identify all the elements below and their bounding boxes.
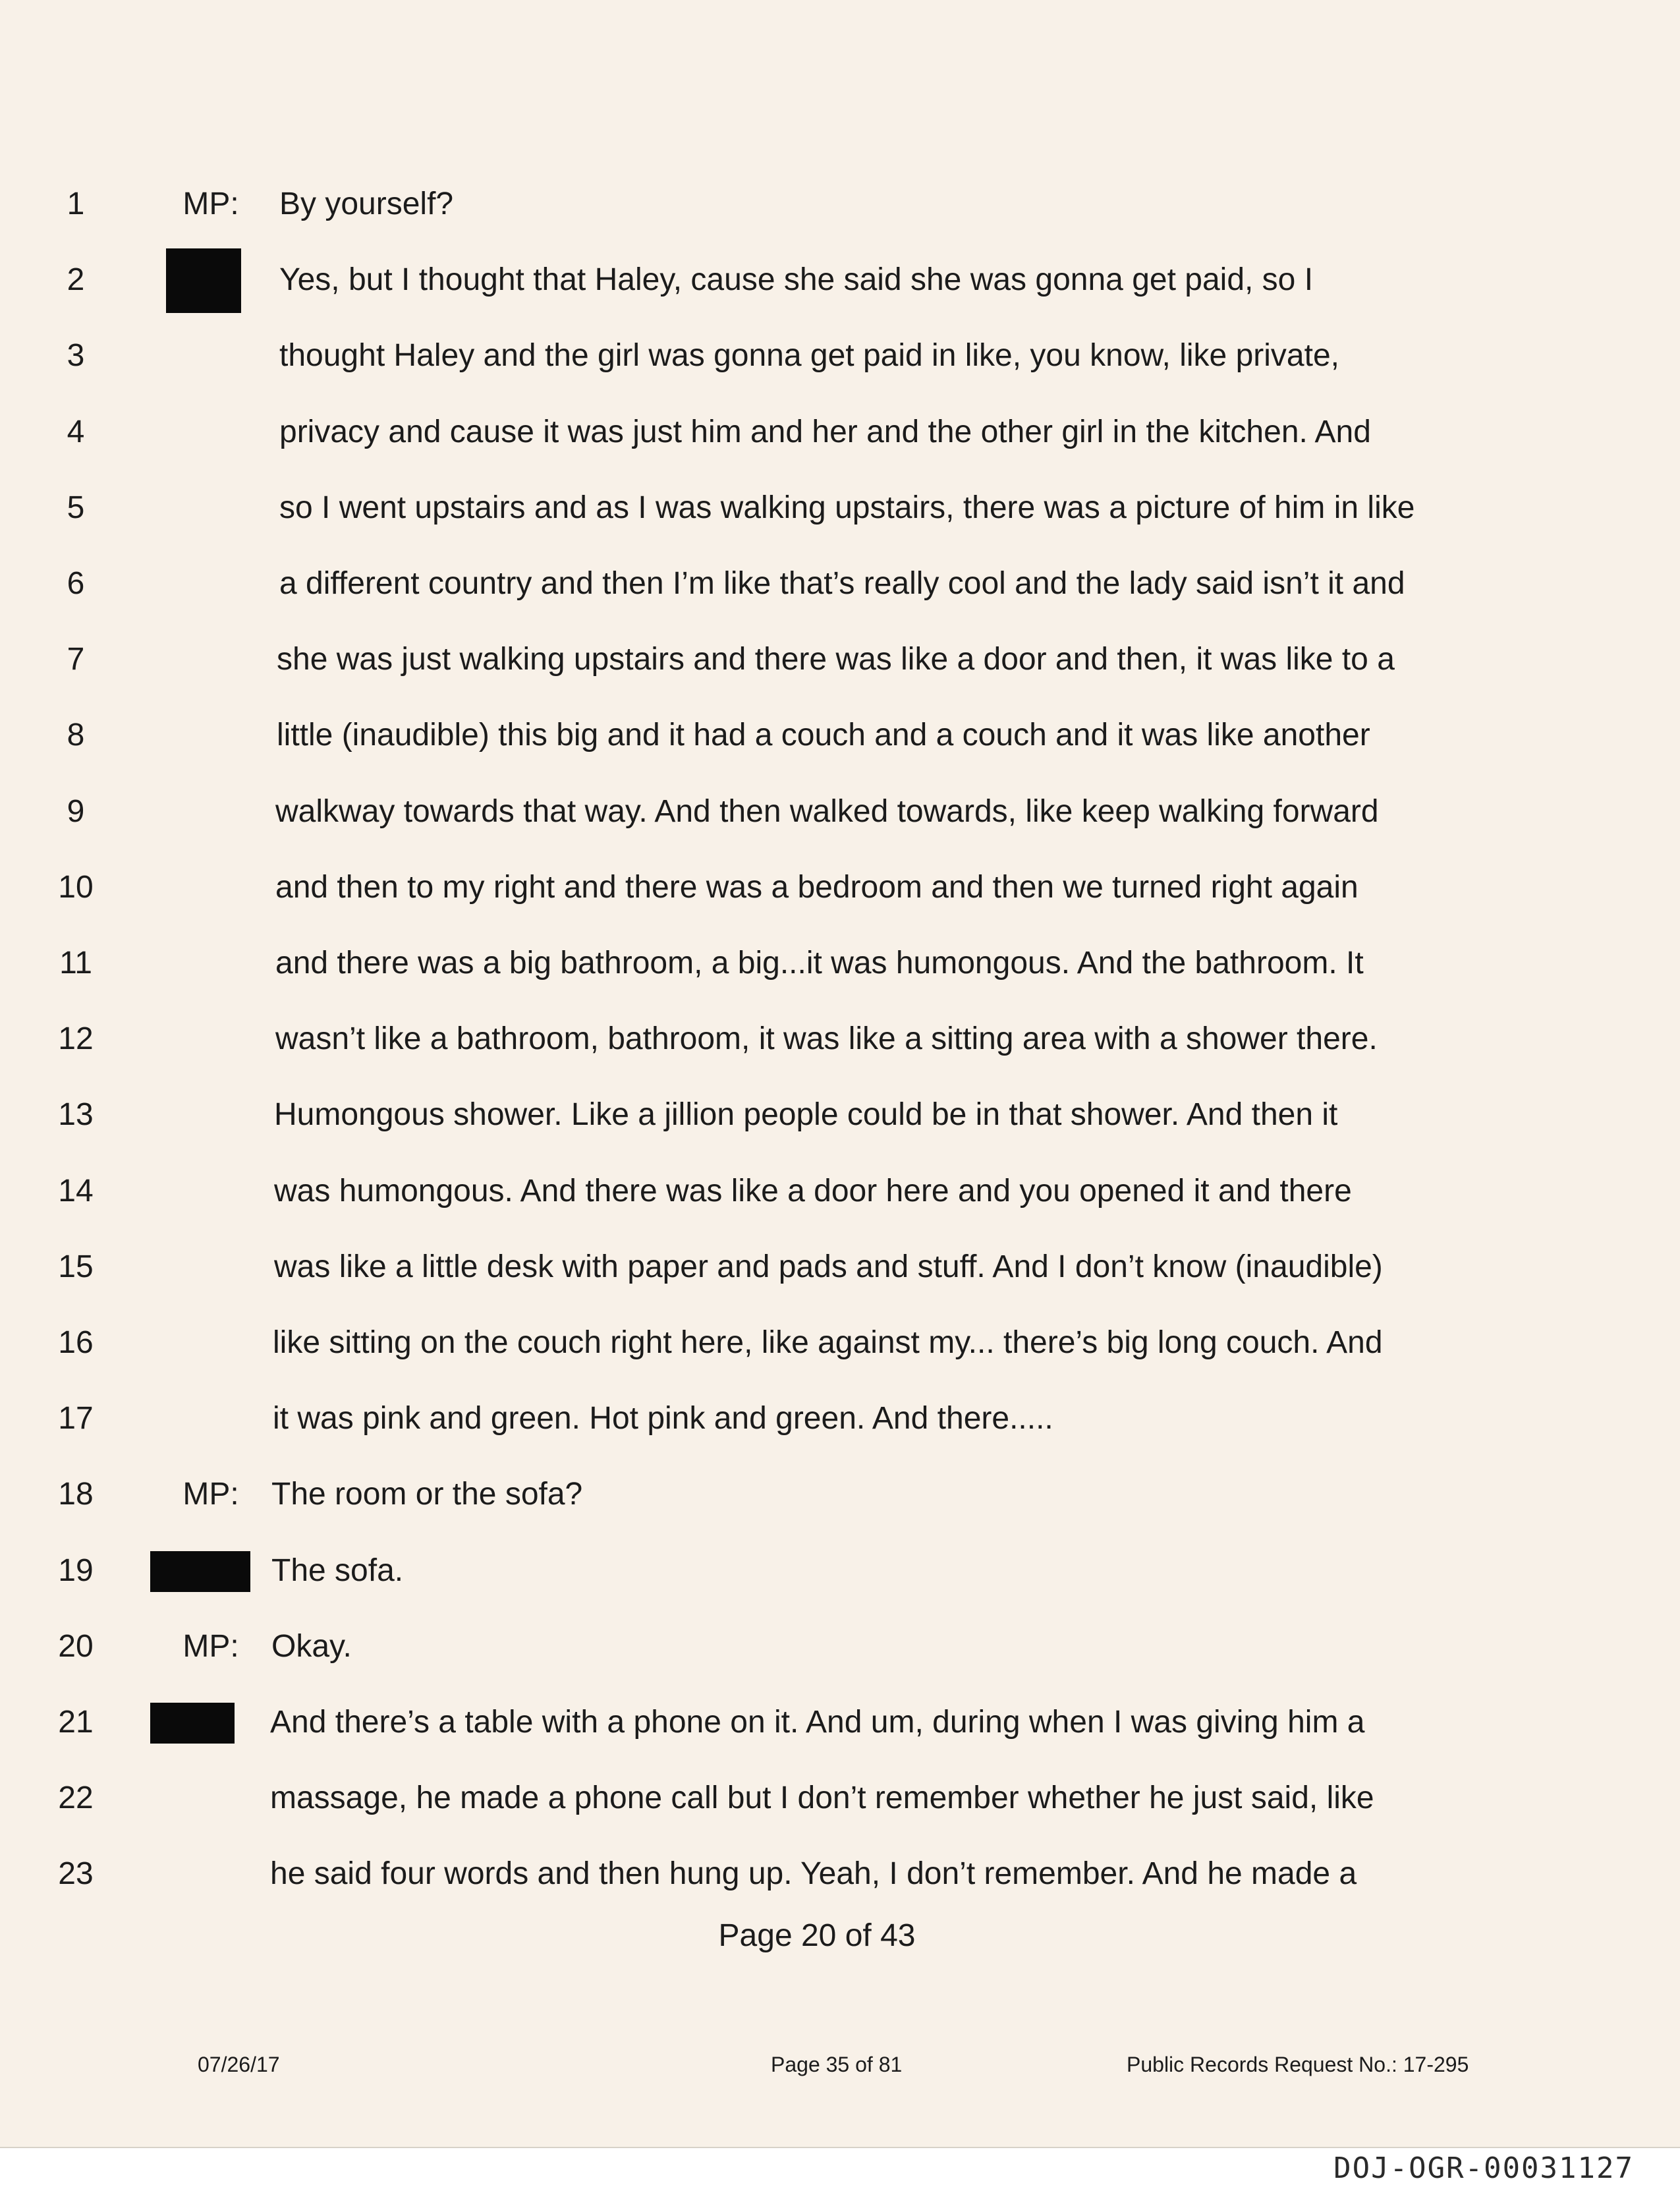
line-text: it was pink and green. Hot pink and green. And there..... (273, 1401, 1053, 1436)
transcript-line (0, 178, 1680, 231)
line-text: she was just walking upstairs and there was like a door and then, it was like to a (277, 642, 1395, 677)
transcript-line (0, 861, 1680, 914)
line-number: 9 (67, 793, 85, 829)
transcript-line (0, 1848, 1680, 1900)
transcript-line (0, 1545, 1680, 1597)
line-text: The room or the sofa? (271, 1477, 583, 1512)
line-text: so I went upstairs and as I was walking upstairs, there was a picture of him in like (279, 490, 1415, 525)
line-number: 2 (67, 262, 85, 298)
footer-page: Page 35 of 81 (771, 2053, 903, 2076)
line-number: 16 (58, 1325, 94, 1360)
transcript-line (0, 482, 1680, 534)
bates-number: DOJ-OGR-00031127 (1333, 2151, 1634, 2185)
line-number: 17 (58, 1401, 94, 1436)
line-number: 10 (58, 869, 94, 905)
transcript-line (0, 1620, 1680, 1673)
transcript-line (0, 1165, 1680, 1218)
line-text: Humongous shower. Like a jillion people could be in that shower. And then it (274, 1097, 1338, 1133)
line-text: walkway towards that way. And then walked towards, like keep walking forward (275, 793, 1379, 829)
line-text: privacy and cause it was just him and her and the other girl in the kitchen. And (279, 414, 1371, 449)
transcript-line (0, 1468, 1680, 1521)
line-number: 5 (67, 490, 85, 525)
line-text: a different country and then I’m like that’s really cool and the lady said isn’t it and (279, 566, 1405, 601)
transcript-line (0, 937, 1680, 990)
line-number: 3 (67, 338, 85, 374)
line-number: 14 (58, 1173, 94, 1208)
line-number: 11 (59, 946, 92, 981)
line-text: was like a little desk with paper and pads and stuff. And I don’t know (inaudible) (274, 1249, 1383, 1284)
line-text: By yourself? (279, 186, 454, 221)
line-number: 1 (67, 186, 85, 221)
transcript-line (0, 1317, 1680, 1369)
line-number: 20 (58, 1628, 94, 1664)
line-text: thought Haley and the girl was gonna get paid in like, you know, like private, (279, 338, 1339, 374)
line-number: 18 (58, 1477, 94, 1512)
line-text: massage, he made a phone call but I don’t remember whether he just said, like (270, 1780, 1374, 1816)
line-text: The sofa. (271, 1552, 404, 1588)
line-text: and then to my right and there was a bedroom and then we turned right again (275, 869, 1358, 905)
line-number: 15 (58, 1249, 94, 1284)
line-text: he said four words and then hung up. Yeah, I don’t remember. And he made a (270, 1856, 1357, 1892)
transcript-line (0, 1772, 1680, 1825)
footer-date: 07/26/17 (198, 2053, 280, 2076)
transcript-line (0, 785, 1680, 838)
line-text: And there’s a table with a phone on it. And um, during when I was giving him a (270, 1705, 1365, 1740)
transcript-line (0, 633, 1680, 686)
line-number: 4 (67, 414, 85, 449)
transcript-line (0, 406, 1680, 459)
footer-request: Public Records Request No.: 17-295 (1127, 2053, 1469, 2076)
transcript-line (0, 1696, 1680, 1749)
transcript-line (0, 557, 1680, 610)
transcript-line (0, 1089, 1680, 1141)
transcript-line (0, 1013, 1680, 1066)
line-number: 8 (67, 718, 85, 753)
line-text: and there was a big bathroom, a big...it was humongous. And the bathroom. It (275, 946, 1364, 981)
speaker-label: MP: (182, 186, 239, 221)
line-number: 22 (58, 1780, 94, 1816)
speaker-label: MP: (182, 1628, 239, 1664)
line-text: like sitting on the couch right here, like against my... there’s big long couch. And (273, 1325, 1383, 1360)
redaction-box (150, 1703, 235, 1744)
line-number: 19 (58, 1552, 94, 1588)
line-text: Yes, but I thought that Haley, cause she said she was gonna get paid, so I (279, 262, 1314, 298)
transcript-line (0, 1392, 1680, 1445)
transcript-line (0, 709, 1680, 762)
redaction-box (150, 1551, 250, 1592)
line-text: Okay. (271, 1628, 352, 1664)
page-number: Page 20 of 43 (718, 1918, 916, 1953)
transcript-line (0, 329, 1680, 382)
line-text: wasn’t like a bathroom, bathroom, it was like a sitting area with a shower there. (275, 1021, 1378, 1057)
line-number: 12 (58, 1021, 94, 1057)
transcript-line (0, 254, 1680, 306)
line-number: 7 (67, 642, 85, 677)
line-text: was humongous. And there was like a door here and you opened it and there (274, 1173, 1352, 1208)
speaker-label: MP: (182, 1477, 239, 1512)
line-number: 6 (67, 566, 85, 601)
line-number: 13 (58, 1097, 94, 1133)
line-number: 21 (58, 1705, 94, 1740)
line-text: little (inaudible) this big and it had a couch and a couch and it was like another (277, 718, 1370, 753)
line-number: 23 (58, 1856, 94, 1892)
redaction-box (166, 248, 241, 313)
transcript-line (0, 1241, 1680, 1294)
